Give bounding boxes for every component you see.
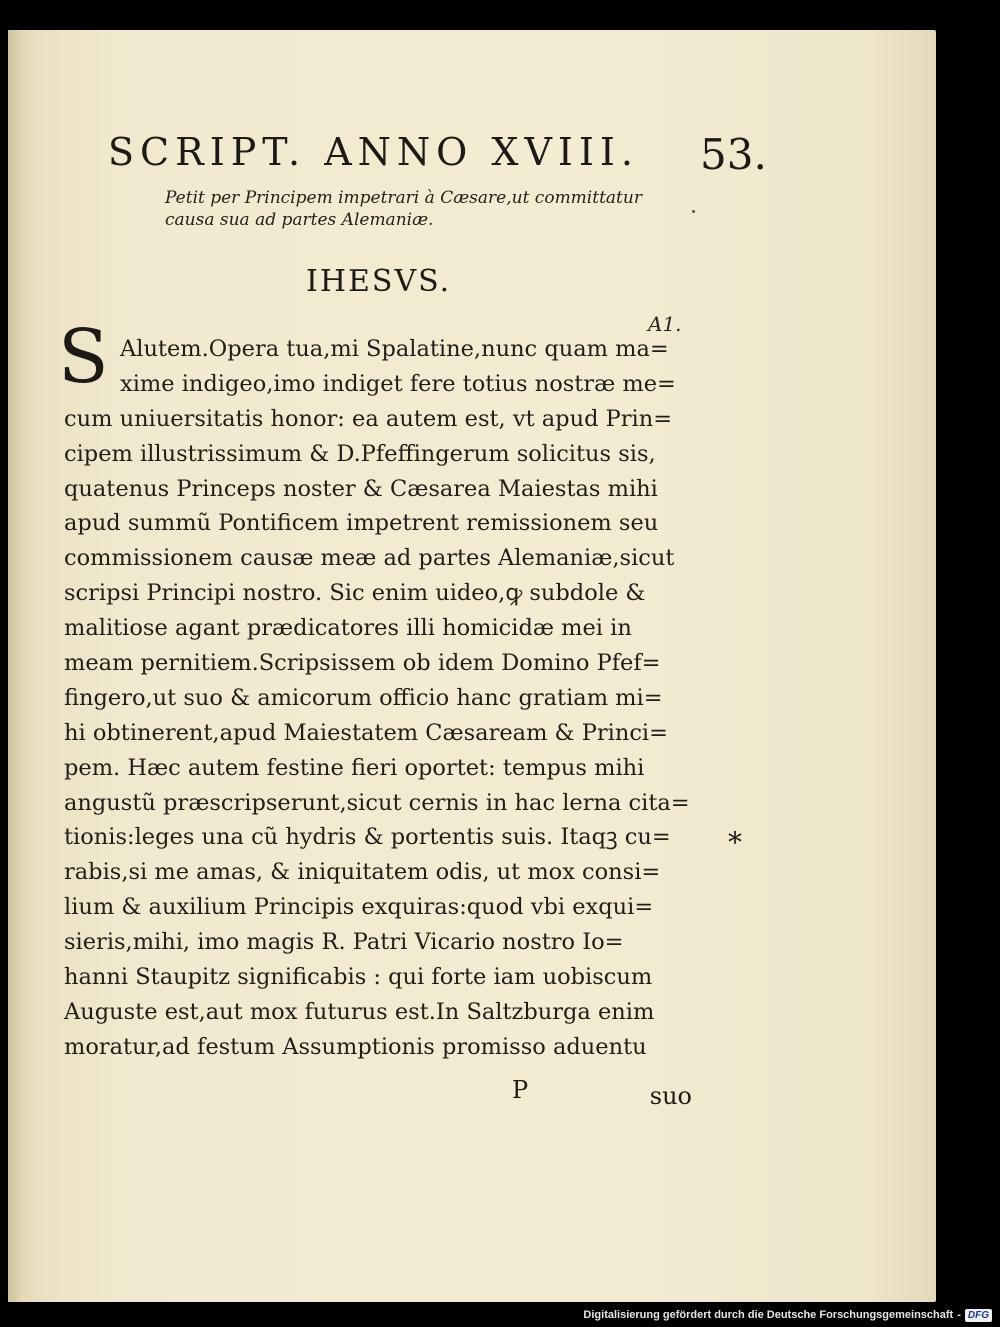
running-title: SCRIPT. ANNO XVIII. — [108, 130, 639, 174]
body-line: xime indigeo,imo indiget fere totius nostræ me= — [120, 370, 676, 397]
initial-letter: S — [58, 314, 109, 400]
margin-asterisk: * — [728, 826, 742, 859]
letter-heading: IHESVS. — [306, 264, 452, 299]
body-line: moratur,ad festum Assumptionis promisso aduentu — [64, 1033, 647, 1060]
signature-mark: P — [512, 1076, 529, 1104]
body-line: apud summũ Pontificem impetrent remissionem seu — [64, 510, 659, 537]
page-foot — [512, 1076, 692, 1110]
body-line: Alutem.Opera tua,mi Spalatine,nunc quam ma= — [120, 336, 669, 362]
body-line: Auguste est,aut mox futurus est.In Saltzburga enim — [64, 998, 655, 1025]
body-line: malitiose agant prædicatores illi homicidæ mei in — [64, 615, 632, 642]
body-line: rabis,si me amas, & iniquitatem odis, ut mox consi= — [64, 859, 661, 886]
catchword: suo — [649, 1082, 692, 1110]
body-line: cum uniuersitatis honor: ea autem est, vt apud Prin= — [64, 405, 673, 432]
dfg-logo-icon: DFG — [965, 1309, 992, 1322]
body-line: quatenus Princeps noster & Cæsarea Maiestas mihi — [64, 475, 658, 502]
body-line: meam pernitiem.Scripsissem ob idem Domino Pfef= — [64, 650, 661, 677]
body-line: fingero,ut suo & amicorum officio hanc gratiam mi= — [64, 684, 663, 711]
body-line: pem. Hæc autem festine fieri oportet: tempus mihi — [64, 754, 645, 781]
credit-text: Digitalisierung gefördert durch die Deutsche Forschungsgemeinschaft — [583, 1309, 954, 1321]
body-line: lium & auxilium Principis exquiras:quod vbi exqui= — [64, 894, 654, 921]
body-line: angustũ præscripserunt,sicut cernis in hac lerna cita= — [64, 789, 690, 816]
body-line: sieris,mihi, imo magis R. Patri Vicario nostro Io= — [64, 929, 624, 956]
leaf-signature: A1. — [648, 312, 682, 336]
page-number: 53. — [700, 130, 767, 179]
digitization-credit — [583, 1307, 992, 1323]
credit-separator: - — [957, 1309, 961, 1321]
body-line: scripsi Principi nostro. Sic enim uideo,ꝙ subdole & — [64, 580, 646, 607]
body-line: hanni Staupitz significabis : qui forte iam uobiscum — [64, 964, 653, 991]
body-line: cipem illustrissimum & D.Pfeffingerum solicitus sis, — [64, 440, 656, 467]
letter-summary: Petit per Principem impetrari à Cæsare,ut committatur causa sua ad partes Alemaniæ. — [165, 188, 642, 230]
ink-speck — [692, 210, 695, 213]
body-line: tionis:leges una cũ hydris & portentis suis. Itaqꝫ cu= — [64, 824, 671, 851]
letter-body — [64, 332, 704, 1065]
body-line: commissionem causæ meæ ad partes Alemaniæ,sicut — [64, 545, 675, 572]
page-gutter-shadow — [8, 30, 22, 1302]
body-line: hi obtinerent,apud Maiestatem Cæsaream & Princi= — [64, 719, 668, 746]
